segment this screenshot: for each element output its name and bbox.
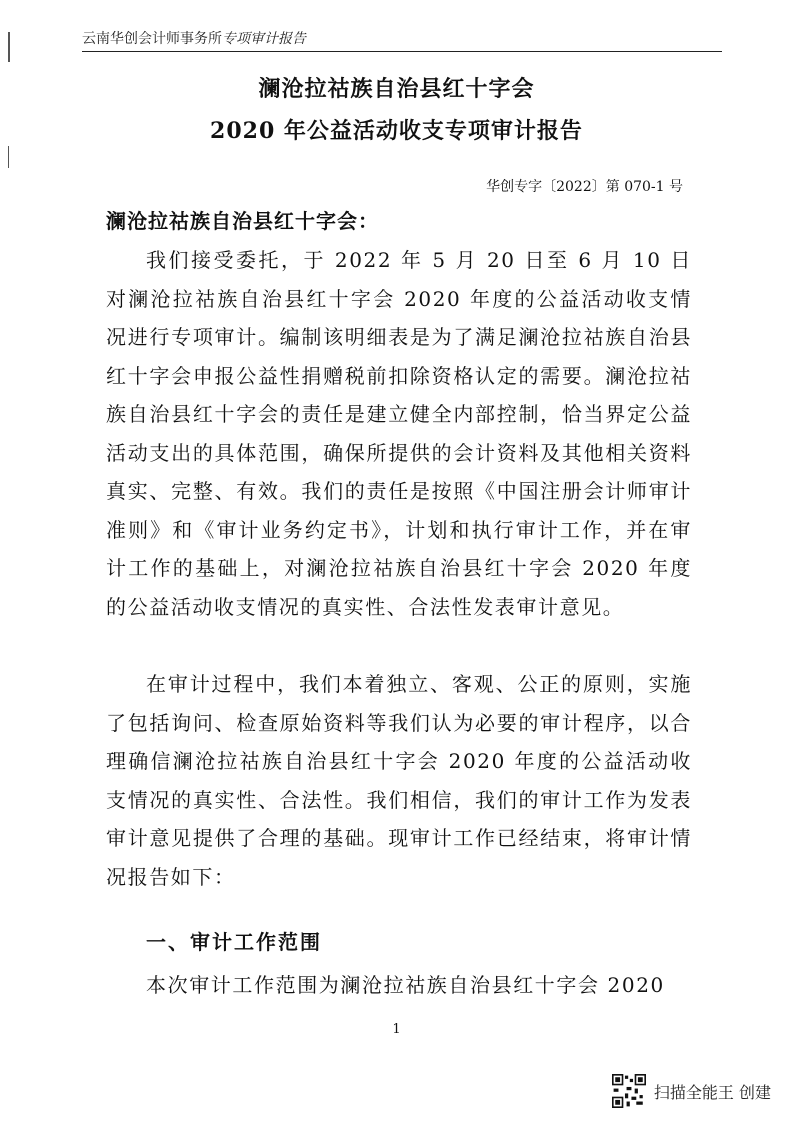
watermark-text: 扫描全能王 创建 <box>653 1082 771 1102</box>
paragraph-audit-scope: 本次审计工作范围为澜沧拉祜族自治县红十字会 2020 <box>146 973 665 997</box>
scan-margin-mark-top <box>8 32 10 62</box>
paragraph-engagement: 我们接受委托，于 2022 年 5 月 20 日至 6 月 10 日对澜沧拉祜族自治县红十字会 2020 年度的公益活动收支情况进行专项审计。编制该明细表是为了满足澜沧拉祜族自治县红十字会申报公益性捐赠税前扣除资格认定的需要。澜沧拉祜族自治县红十字会的责任是建立健全内部控制，恰当界定公益活动支出的具体范围，确保所提供的会计资料及其他相关资料真实、完整、有效。我们的责任是按照《中国注册会计师审计准则》和《审计业务约定书》，计划和执行审计工作，并在审计工作的基础上，对澜沧拉祜族自治县红十字会 2020 年度的公益活动收支情况的真实性、合法性发表审计意见。 <box>106 248 692 619</box>
section-heading-audit-scope: 一、审计工作范围 <box>146 930 322 954</box>
header-report-type: 专项审计报告 <box>222 31 306 47</box>
scanner-watermark <box>612 1074 771 1108</box>
document-number: 华创专字〔2022〕第 070-1 号 <box>486 179 683 195</box>
page-number: 1 <box>392 1022 401 1037</box>
salutation: 澜沧拉祜族自治县红十字会： <box>106 209 379 233</box>
report-title-line2: 2020 年公益活动收支专项审计报告 <box>210 118 583 144</box>
qr-code-icon <box>612 1074 646 1108</box>
report-title-line1: 澜沧拉祜族自治县红十字会 <box>258 76 535 102</box>
paragraph-audit-process: 在审计过程中，我们本着独立、客观、公正的原则，实施了包括询问、检查原始资料等我们认为必要的审计程序，以合理确信澜沧拉祜族自治县红十字会 2020 年度的公益活动收支情况的真实性、合法性。我们相信，我们的审计工作为发表审计意见提供了合理的基础。现审计工作已经结束，将审计情况报告如下： <box>106 672 692 889</box>
page-header <box>82 28 702 48</box>
header-divider <box>82 51 722 52</box>
header-firm-name: 云南华创会计师事务所 <box>82 31 222 47</box>
scan-margin-mark-middle <box>8 146 9 168</box>
